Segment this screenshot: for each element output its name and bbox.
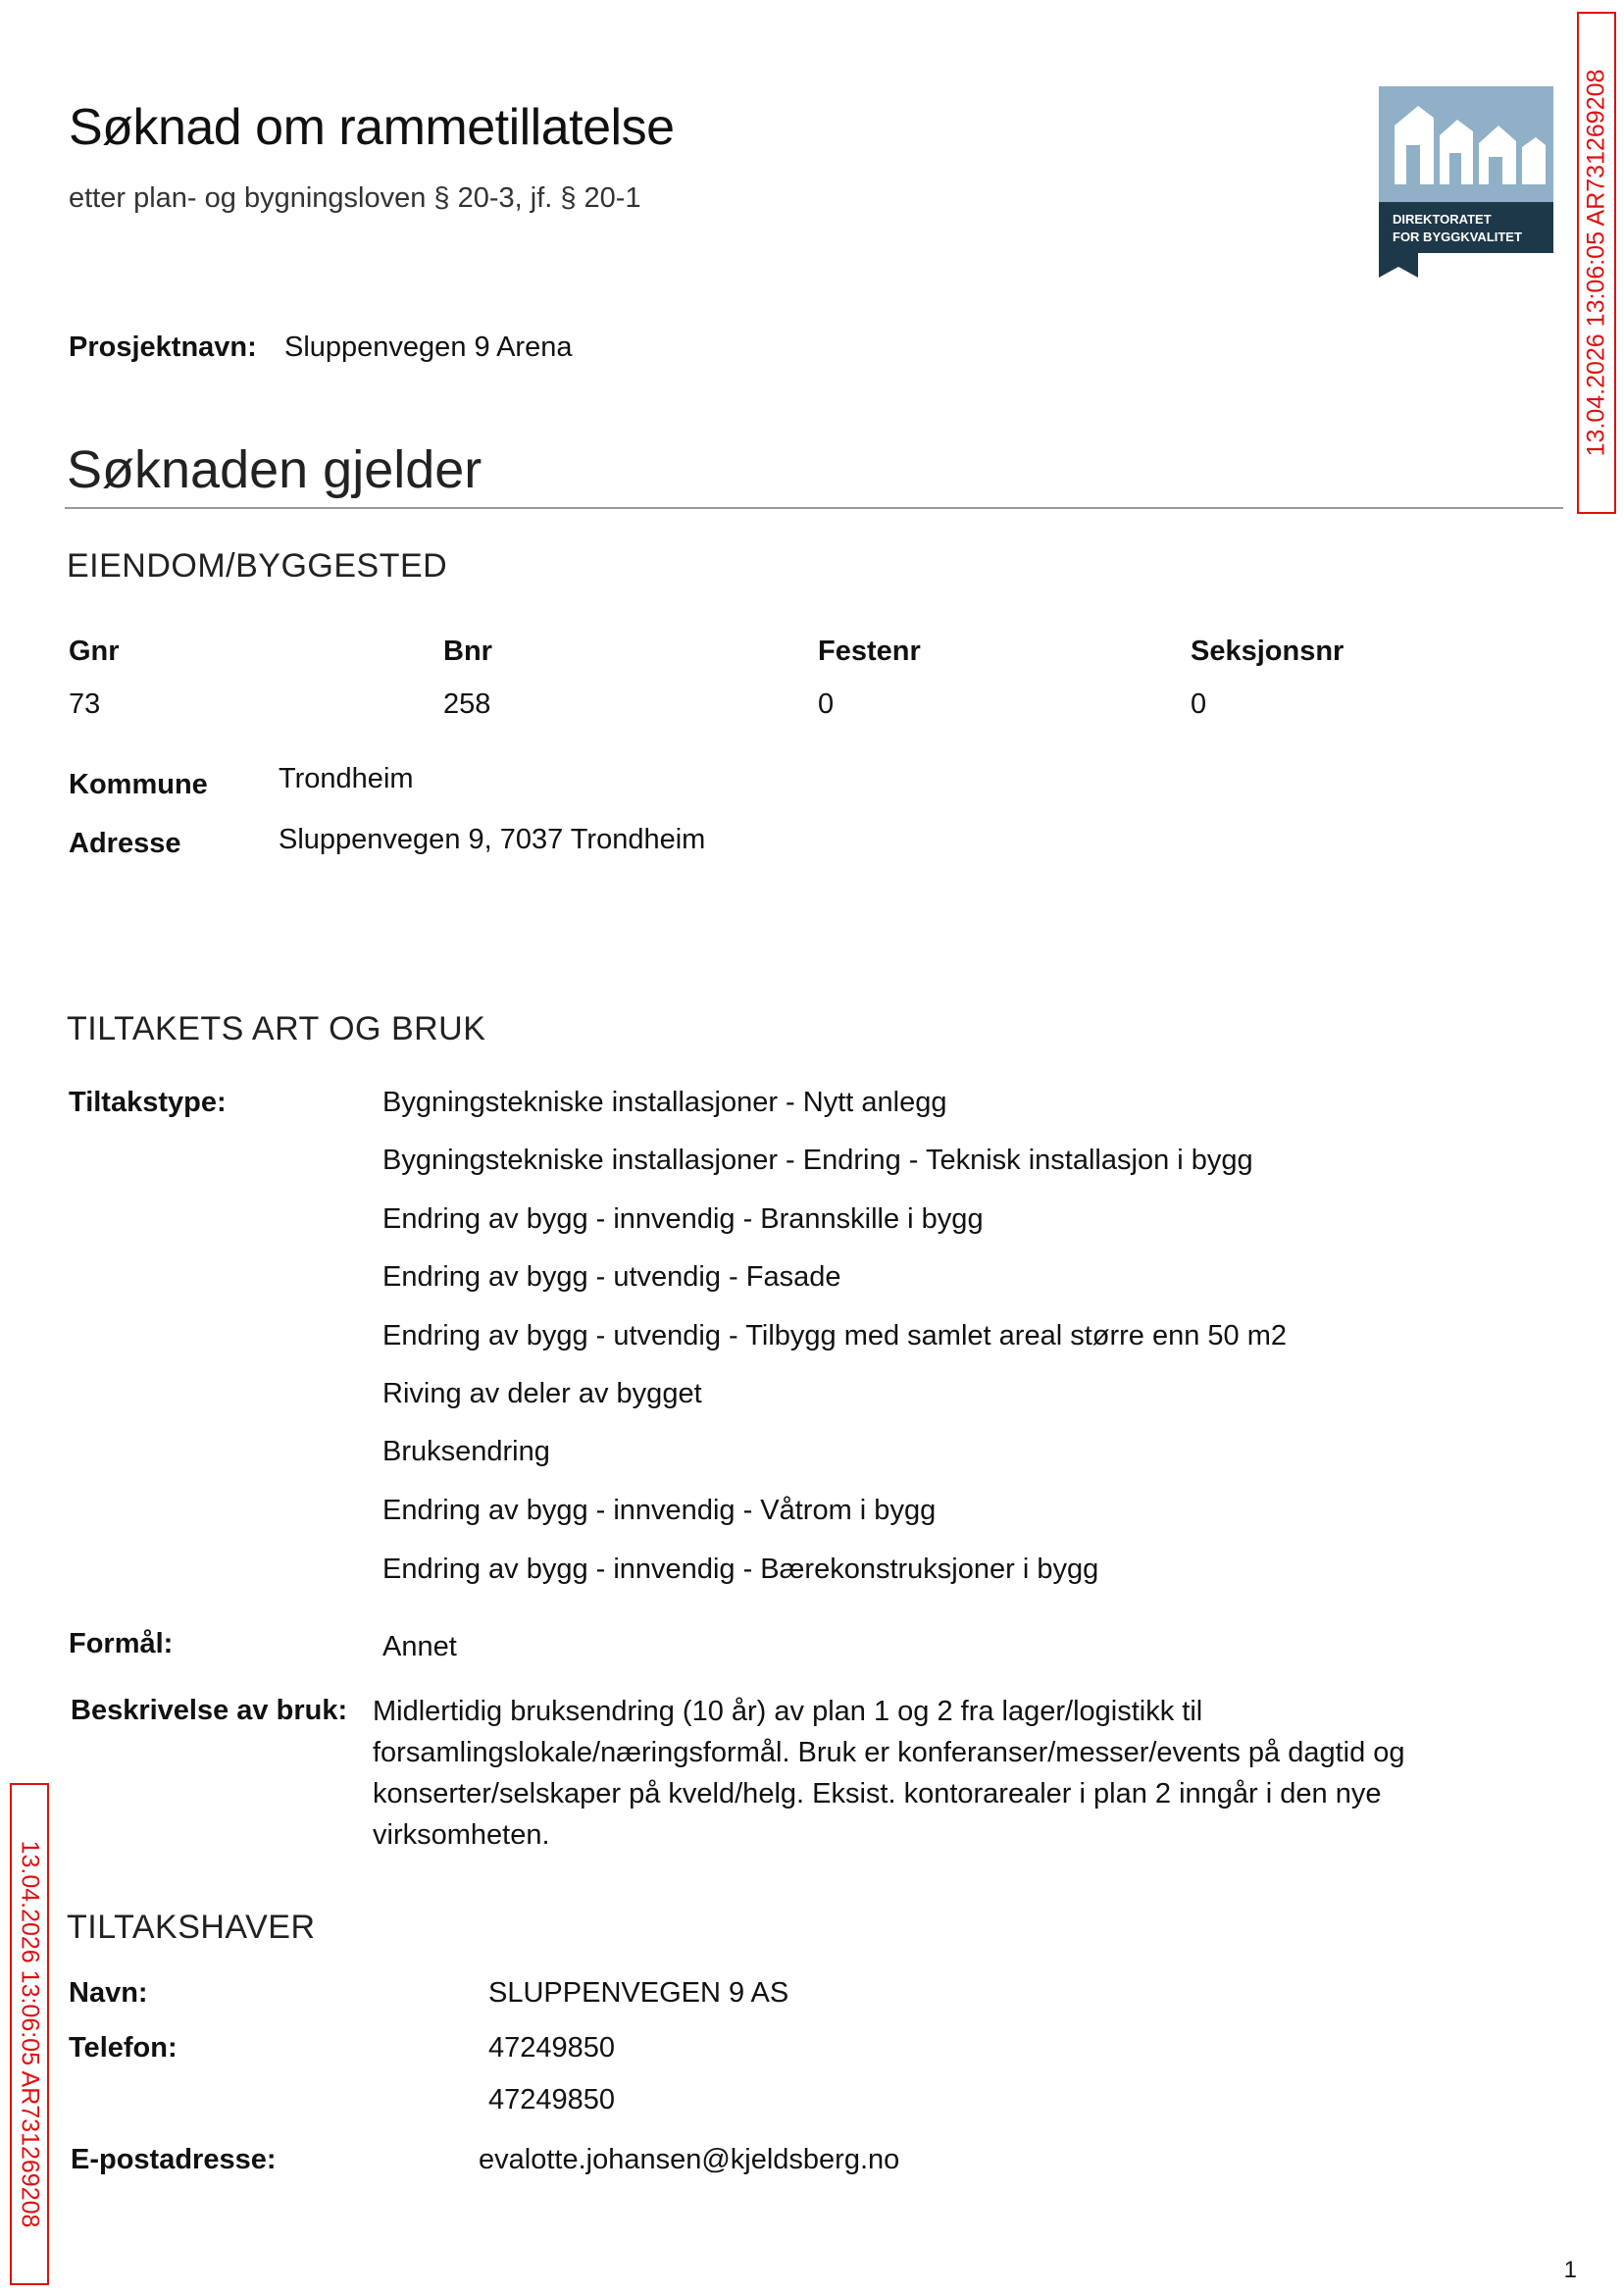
festenr-label: Festenr bbox=[818, 636, 921, 667]
tiltakstype-item: Bygningstekniske installasjoner - Endring - Teknisk installasjon i bygg bbox=[382, 1145, 1253, 1176]
telefon-value: 47249850 bbox=[488, 2032, 616, 2064]
adresse-label: Adresse bbox=[69, 828, 181, 859]
beskrivelse-label: Beskrivelse av bruk: bbox=[71, 1695, 348, 1726]
project-label: Prosjektnavn: bbox=[69, 331, 257, 363]
tiltakstype-item: Endring av bygg - utvendig - Fasade bbox=[382, 1261, 841, 1293]
beskrivelse-text bbox=[373, 1691, 1500, 1856]
telefon-label: Telefon: bbox=[69, 2032, 178, 2064]
festenr-value: 0 bbox=[818, 688, 835, 720]
document-subtitle: etter plan- og bygningsloven § 20-3, jf. § 20-1 bbox=[69, 182, 641, 214]
beskrivelse-line: forsamlingslokale/næringsformål. Bruk er konferanser/messer/events på dagtid og bbox=[373, 1737, 1405, 1768]
tiltakstype-label: Tiltakstype: bbox=[69, 1087, 227, 1118]
document-title: Søknad om rammetillatelse bbox=[69, 99, 675, 156]
gnr-label: Gnr bbox=[69, 636, 120, 667]
section-title: Søknaden gjelder bbox=[67, 440, 482, 499]
side-stamp-text: 13.04.2026 13:06:05 AR731269208 bbox=[16, 1840, 44, 2228]
top-stamp bbox=[1577, 12, 1616, 514]
property-heading: EIENDOM/BYGGESTED bbox=[67, 547, 448, 585]
telefon-value: 47249850 bbox=[488, 2084, 616, 2116]
tiltak-heading: TILTAKETS ART OG BRUK bbox=[67, 1010, 486, 1047]
tiltakstype-item: Endring av bygg - innvendig - Bærekonstruksjoner i bygg bbox=[382, 1554, 1099, 1585]
bnr-value: 258 bbox=[443, 688, 491, 720]
dibk-logo-icon bbox=[1379, 86, 1553, 278]
tiltakstype-item: Endring av bygg - innvendig - Brannskille i bygg bbox=[382, 1203, 984, 1235]
tiltakstype-item: Endring av bygg - utvendig - Tilbygg med samlet areal større enn 50 m2 bbox=[382, 1320, 1288, 1351]
logo-text-line2: FOR BYGGKVALITET bbox=[1393, 229, 1522, 244]
project-value: Sluppenvegen 9 Arena bbox=[284, 331, 573, 363]
adresse-value: Sluppenvegen 9, 7037 Trondheim bbox=[279, 824, 706, 855]
navn-label: Navn: bbox=[69, 1977, 148, 2009]
beskrivelse-line: virksomheten. bbox=[373, 1819, 550, 1851]
tiltakstype-item: Riving av deler av bygget bbox=[382, 1378, 702, 1409]
tiltakstype-item: Bygningstekniske installasjoner - Nytt anlegg bbox=[382, 1087, 947, 1118]
page-number: 1 bbox=[1563, 2257, 1577, 2283]
dibk-logo bbox=[1379, 86, 1553, 278]
kommune-label: Kommune bbox=[69, 769, 208, 800]
gnr-value: 73 bbox=[69, 688, 101, 720]
formal-label: Formål: bbox=[69, 1628, 174, 1659]
epost-label: E-postadresse: bbox=[71, 2144, 277, 2175]
tiltakstype-item: Bruksendring bbox=[382, 1436, 550, 1467]
tiltakshaver-heading: TILTAKSHAVER bbox=[67, 1909, 316, 1946]
beskrivelse-line: konserter/selskaper på kveld/helg. Eksist. kontorarealer i plan 2 inngår i den nye bbox=[373, 1778, 1382, 1810]
top-stamp-text: 13.04.2026 13:06:05 AR731269208 bbox=[1582, 69, 1610, 457]
beskrivelse-line: Midlertidig bruksendring (10 år) av plan 1 og 2 fra lager/logistikk til bbox=[373, 1696, 1203, 1727]
logo-text-line1: DIREKTORATET bbox=[1393, 212, 1492, 227]
seksjonsnr-label: Seksjonsnr bbox=[1191, 636, 1345, 667]
navn-value: SLUPPENVEGEN 9 AS bbox=[488, 1977, 789, 2009]
seksjonsnr-value: 0 bbox=[1191, 688, 1207, 720]
bnr-label: Bnr bbox=[443, 636, 492, 667]
section-divider bbox=[65, 507, 1563, 509]
epost-value: evalotte.johansen@kjeldsberg.no bbox=[479, 2144, 900, 2175]
tiltakstype-item: Endring av bygg - innvendig - Våtrom i bygg bbox=[382, 1495, 937, 1526]
kommune-value: Trondheim bbox=[279, 763, 414, 794]
formal-value: Annet bbox=[382, 1631, 457, 1662]
side-stamp bbox=[10, 1783, 49, 2285]
